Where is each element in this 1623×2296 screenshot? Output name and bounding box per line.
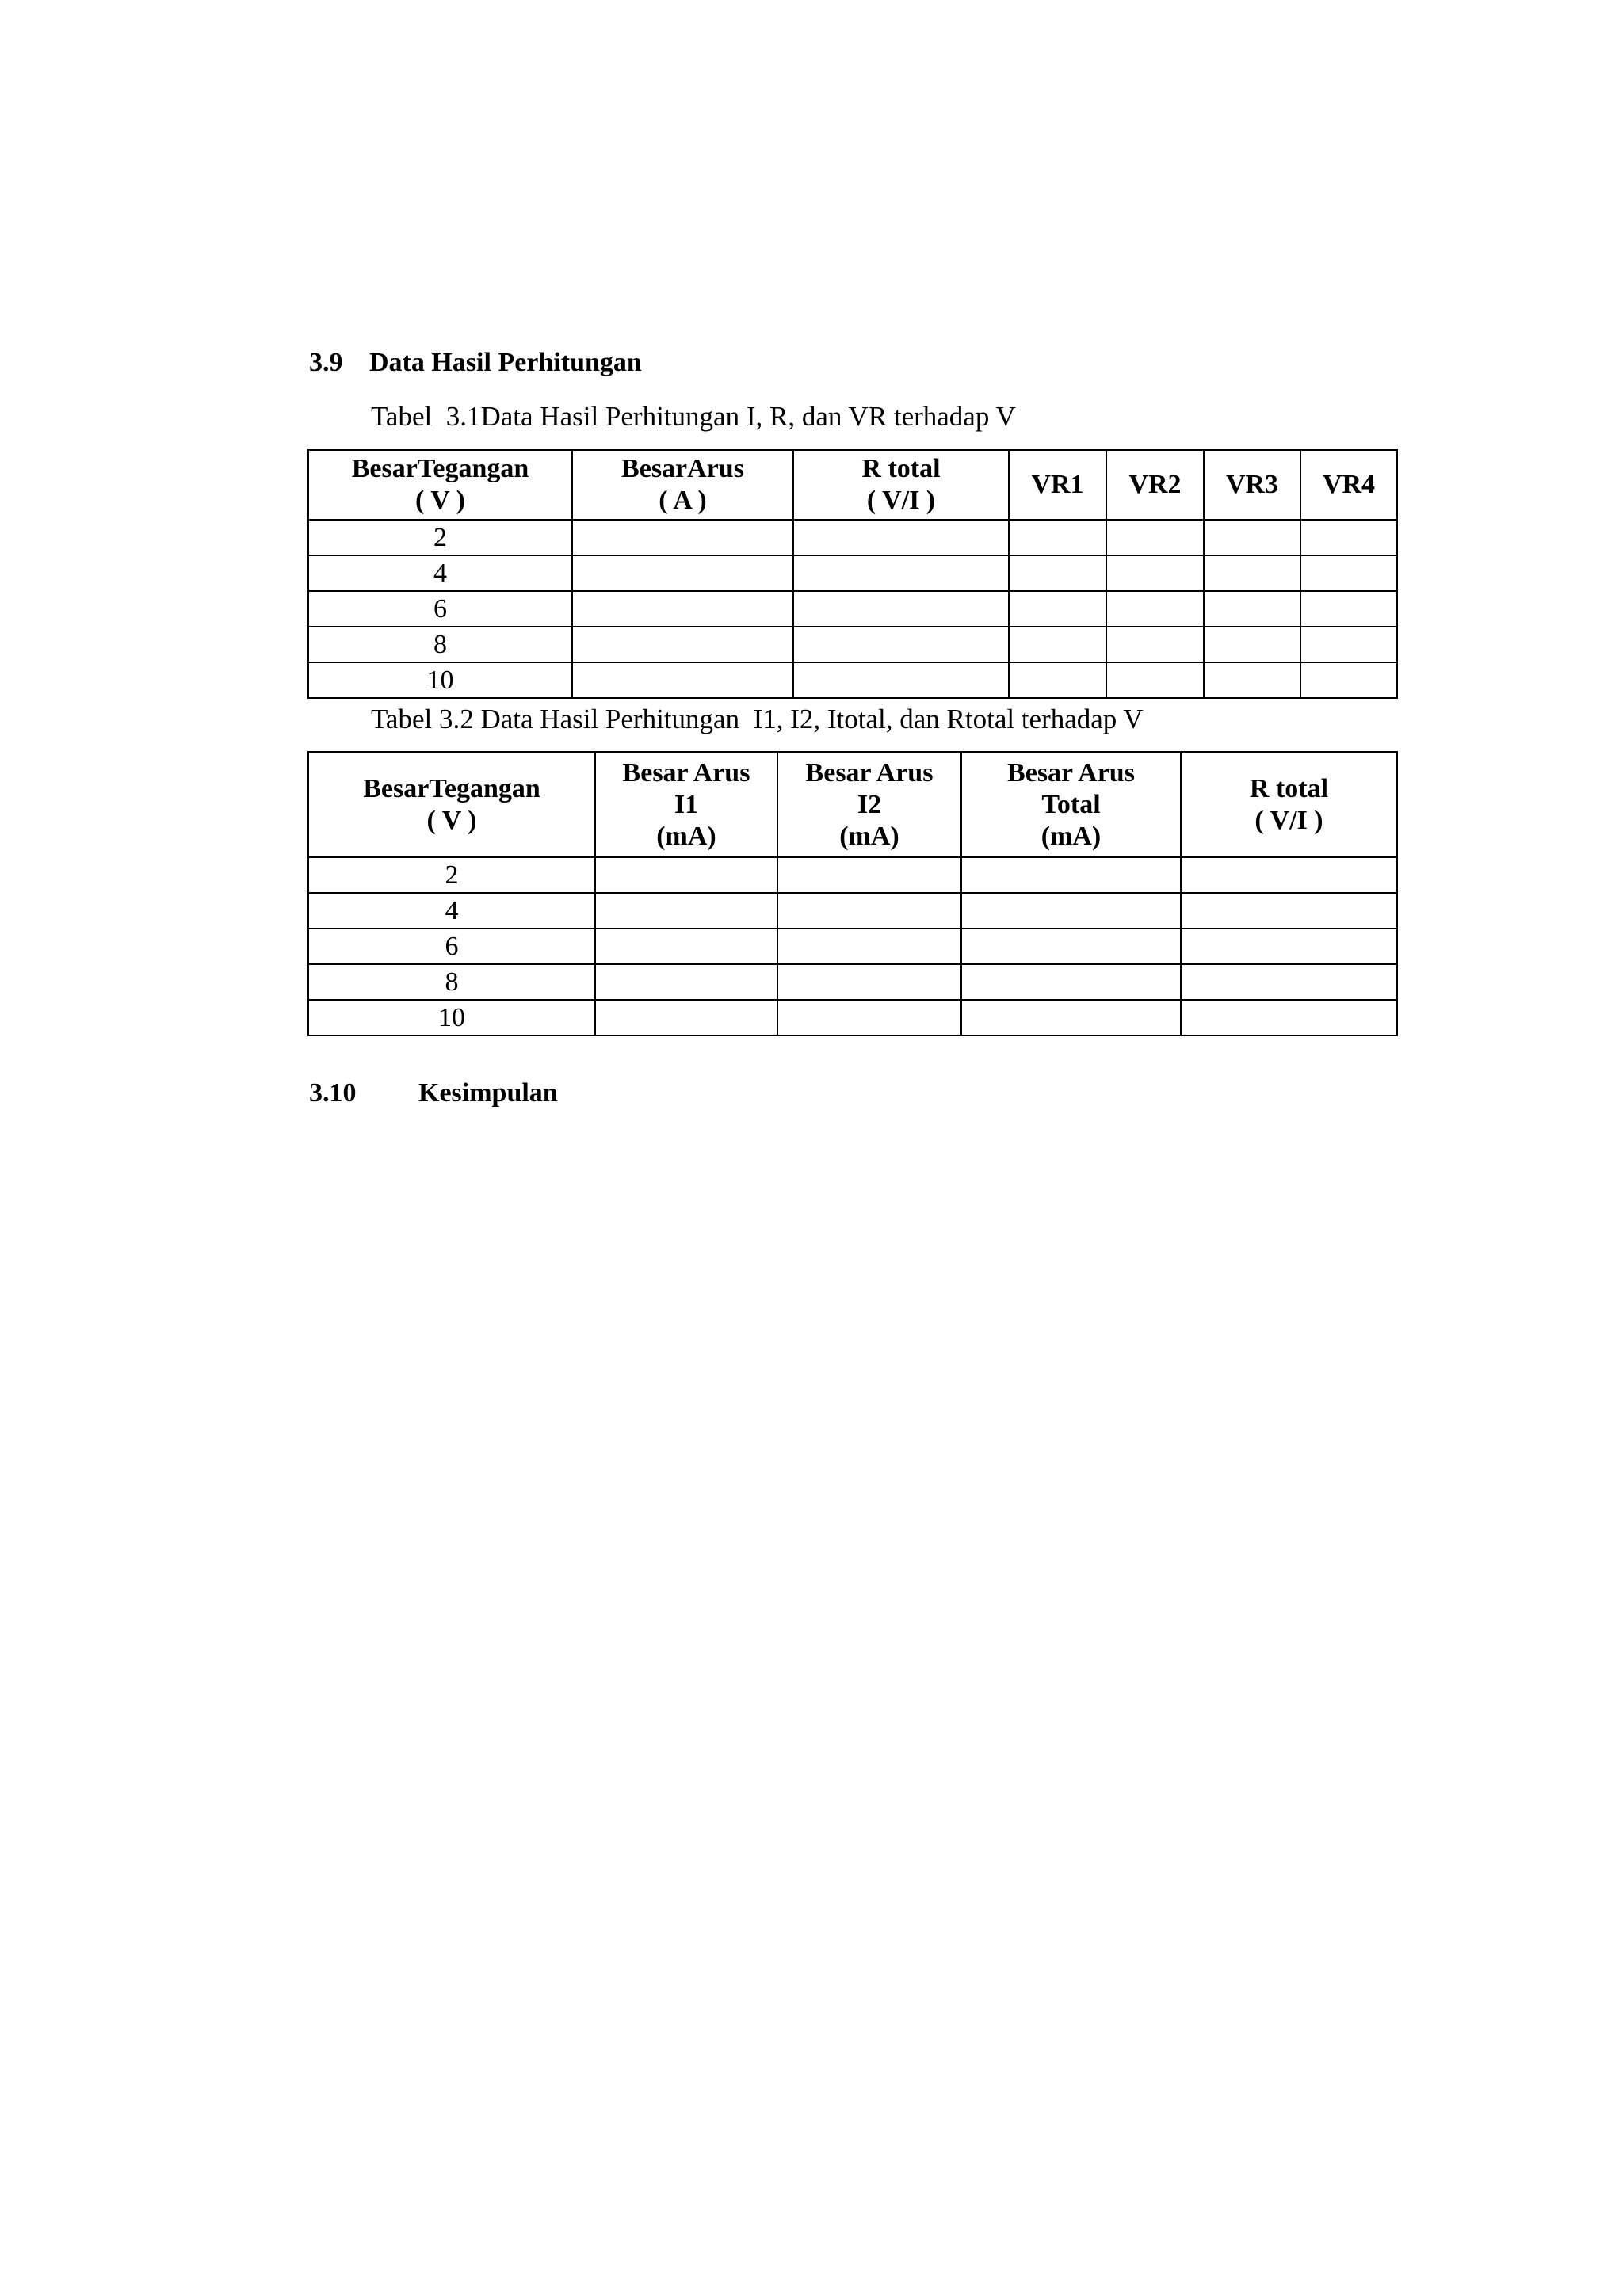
table-row <box>308 964 1397 1000</box>
voltage-cell: 6 <box>308 591 572 627</box>
table-row <box>308 627 1397 662</box>
table-row <box>308 662 1397 698</box>
section-number: 3.9 <box>309 348 343 377</box>
table-row <box>308 1000 1397 1035</box>
header-besar-arus-total: Besar Arus Total (mA) <box>961 752 1181 857</box>
header-vr1: VR1 <box>1009 450 1106 520</box>
voltage-cell: 4 <box>308 893 595 929</box>
section-title: Kesimpulan <box>418 1078 558 1108</box>
table2-data-hasil <box>307 751 1398 1036</box>
header-vr4: VR4 <box>1300 450 1397 520</box>
table-row <box>308 591 1397 627</box>
header-vr3: VR3 <box>1204 450 1300 520</box>
header-vr2: VR2 <box>1106 450 1204 520</box>
table-row <box>308 857 1397 893</box>
voltage-cell: 8 <box>308 627 572 662</box>
table-row <box>308 520 1397 555</box>
voltage-cell: 4 <box>308 555 572 591</box>
section-number: 3.10 <box>309 1078 357 1108</box>
voltage-cell: 2 <box>308 857 595 893</box>
header-besar-arus: BesarArus ( A ) <box>572 450 793 520</box>
table1-data-hasil <box>307 449 1398 699</box>
voltage-cell: 6 <box>308 929 595 964</box>
voltage-cell: 2 <box>308 520 572 555</box>
section-heading-3-10 <box>309 1077 558 1109</box>
table-row <box>308 555 1397 591</box>
table1-header-row <box>308 450 1397 520</box>
voltage-cell: 10 <box>308 662 572 698</box>
section-heading-3-9 <box>309 347 642 379</box>
table-row <box>308 929 1397 964</box>
section-title: Data Hasil Perhitungan <box>369 348 642 377</box>
table1-caption: Tabel 3.1Data Hasil Perhitungan I, R, dan VR terhadap V <box>371 401 1016 432</box>
table2-header-row <box>308 752 1397 857</box>
header-besar-tegangan: BesarTegangan ( V ) <box>308 752 595 857</box>
header-r-total: R total ( V/I ) <box>1181 752 1397 857</box>
header-besar-arus-i1: Besar Arus I1 (mA) <box>595 752 777 857</box>
table2-caption: Tabel 3.2 Data Hasil Perhitungan I1, I2, Itotal, dan Rtotal terhadap V <box>371 704 1144 734</box>
voltage-cell: 10 <box>308 1000 595 1035</box>
header-besar-tegangan: BesarTegangan ( V ) <box>308 450 572 520</box>
header-r-total: R total ( V/I ) <box>793 450 1009 520</box>
voltage-cell: 8 <box>308 964 595 1000</box>
table-row <box>308 893 1397 929</box>
header-besar-arus-i2: Besar Arus I2 (mA) <box>777 752 961 857</box>
